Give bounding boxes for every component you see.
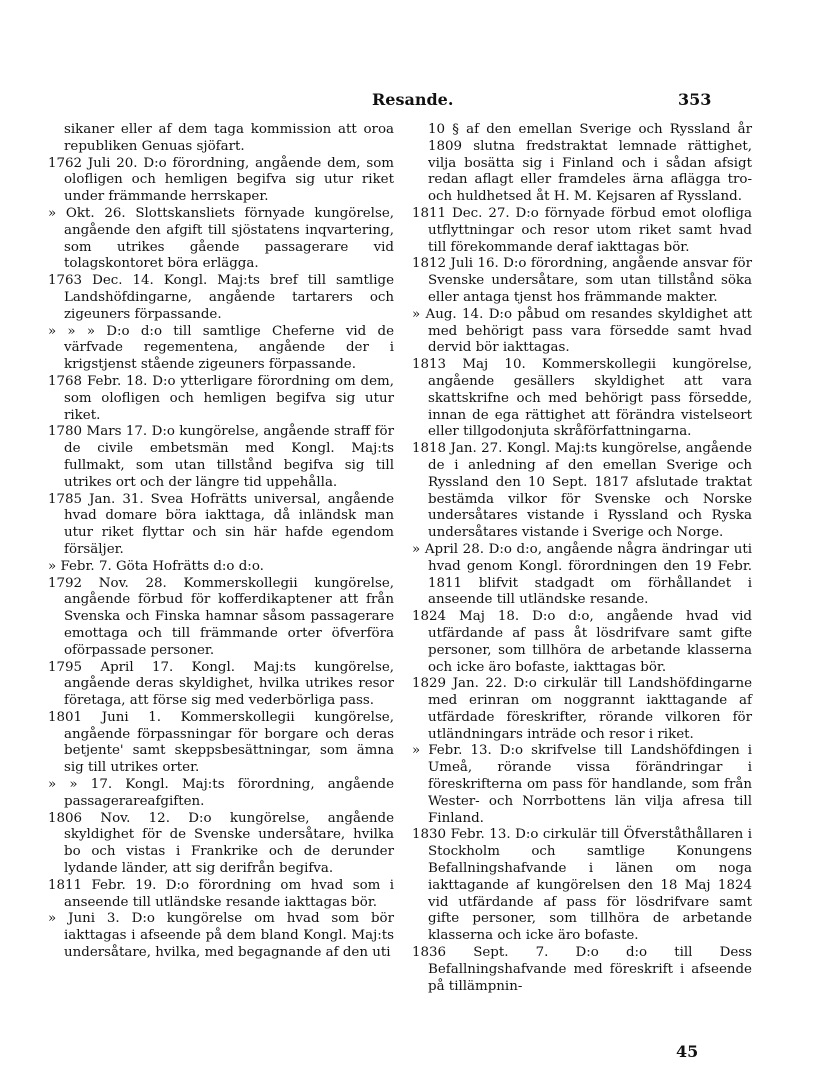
entry-paragraph: 1830 Febr. 13. D:o cirkulär till Öfverståthållaren i Stockholm och samtlige Konungens Befallningshafvande i länen om noga iakttagande af kungörelsen den 18 Maj 1824 vid utfärdande af pass för lösdrifvare samt gifte personer, som tillhöra de arbetande klasserna och icke äro bofaste. bbox=[412, 827, 752, 944]
entry-paragraph: 1811 Febr. 19. D:o förordning om hvad som i anseende till utländske resande iakttagas bör. bbox=[48, 877, 394, 910]
entry-paragraph: 1763 Dec. 14. Kongl. Maj:ts bref till samtlige Landshöfdingarne, angående tartarers och zigeuners förpassande. bbox=[48, 273, 394, 322]
entry-paragraph: 1829 Jan. 22. D:o cirkulär till Landshöfdingarne med erinran om noggrannt iakttagande af utfärdade föreskrifter, rörande vilkoren för utländningars inträde och resor i riket. bbox=[412, 676, 752, 742]
entry-paragraph: 1813 Maj 10. Kommerskollegii kungörelse, angående gesällers skyldighet att vara skattskrifne och med behörigt pass försedde, innan de ega rättighet att förändra vistelseort eller tillgodonjuta skråförfattningarna. bbox=[412, 357, 752, 440]
entry-paragraph: 1785 Jan. 31. Svea Hofrätts universal, angående hvad domare böra iakttaga, då inländsk man utur riket flyttar och sin här hafde egendom försäljer. bbox=[48, 491, 394, 557]
entry-paragraph: 10 § af den emellan Sverige och Ryssland år 1809 slutna fredstraktat lemnade rättighet, vilja bosätta sig i Finland och i sådan afsigt redan aflagt eller framdeles ärna aflägga tro- och huldhetsed åt H. M. Kejsaren af Ryssland. bbox=[428, 122, 752, 205]
entry-paragraph: 1836 Sept. 7. D:o d:o till Dess Befallningshafvande med föreskrift i afseende på tillämpnin- bbox=[412, 945, 752, 994]
page-header bbox=[0, 90, 840, 112]
signature-mark: 45 bbox=[676, 1042, 699, 1061]
entry-paragraph: 1806 Nov. 12. D:o kungörelse, angående skyldighet för de Svenske undersåtare, hvilka bo och vistas i Frankrike och de derunder lydande länder, att sig derifrån begifva. bbox=[48, 810, 394, 877]
entry-paragraph: sikaner eller af dem taga kommission att oroa republiken Genuas sjöfart. bbox=[64, 122, 394, 154]
entry-paragraph: 1801 Juni 1. Kommerskollegii kungörelse, angående förpassningar för borgare och deras betjente' samt skeppsbesättningar, som ämna sig till utrikes orter. bbox=[48, 709, 394, 776]
entry-paragraph: » » » D:o d:o till samtlige Cheferne vid de värfvade regementena, angående der i krigstjenst stående zigeuners förpassande. bbox=[48, 323, 394, 373]
entry-paragraph: » April 28. D:o d:o, angående några ändringar uti hvad genom Kongl. förordningen den 19 Febr. 1811 blifvit stadgadt om förhållandet i anseende till utländske resande. bbox=[412, 541, 752, 608]
entry-paragraph: 1795 April 17. Kongl. Maj:ts kungörelse, angående deras skyldighet, hvilka utrikes resor företaga, att förse sig med vederbörliga pass. bbox=[48, 659, 394, 709]
left-column bbox=[48, 122, 394, 962]
entry-paragraph: » Juni 3. D:o kungörelse om hvad som bör iakttagas i afseende på dem bland Kongl. Maj:ts undersåtare, hvilka, med begagnande af den uti bbox=[48, 911, 394, 961]
entry-paragraph: 1780 Mars 17. D:o kungörelse, angående straff för de civile embetsmän med Kongl. Maj:ts fullmakt, som utan tillstånd begifva sig till utrikes ort och der längre tid uppehålla. bbox=[48, 424, 394, 490]
entry-paragraph: 1811 Dec. 27. D:o förnyade förbud emot olofliga utflyttningar och resor utom riket samt hvad till förekommande deraf iakttagas bör. bbox=[412, 205, 752, 255]
entry-paragraph: 1762 Juli 20. D:o förordning, angående dem, som olofligen och hemligen begifva sig utur riket under främmande herrskaper. bbox=[48, 155, 394, 205]
entry-paragraph: » Okt. 26. Slottskansliets förnyade kungörelse, angående den afgift till sjöstatens inqvartering, som utrikes gående passagerare vid tolagskontoret böra erlägga. bbox=[48, 205, 394, 272]
entry-paragraph: 1792 Nov. 28. Kommerskollegii kungörelse, angående förbud för kofferdikaptener att från Svenska och Finska hamnar såsom passagerare emottaga och till främmande orter öfverföra oförpassade personer. bbox=[48, 575, 394, 658]
entry-paragraph: » Febr. 7. Göta Hofrätts d:o d:o. bbox=[48, 558, 264, 574]
entry-paragraph: 1812 Juli 16. D:o förordning, angående ansvar för Svenske undersåtare, som utan tillstånd söka eller antaga tjenst hos främmande makter. bbox=[412, 256, 752, 305]
right-column bbox=[412, 122, 752, 995]
entry-paragraph: » Febr. 13. D:o skrifvelse till Landshöfdingen i Umeå, rörande vissa förändringar i föreskrifterna om pass för handlande, som från Wester- och Norrbottens län vilja afresa till Finland. bbox=[412, 743, 752, 826]
running-title: Resande. bbox=[372, 90, 454, 109]
entry-paragraph: » Aug. 14. D:o påbud om resandes skyldighet att med behörigt pass vara försedde samt hvad dervid bör iakttagas. bbox=[412, 306, 752, 356]
entry-paragraph: 1818 Jan. 27. Kongl. Maj:ts kungörelse, angående de i anledning af den emellan Sverige och Ryssland den 10 Sept. 1817 afslutade traktat bestämda vilkor för Svenske och Norske undersåtares vistande i Ryssland och Ryska undersåtares vistande i Sverige och Norge. bbox=[412, 441, 752, 541]
entry-paragraph: » » 17. Kongl. Maj:ts förordning, angående passagerareafgiften. bbox=[48, 777, 394, 809]
entry-paragraph: 1824 Maj 18. D:o d:o, angående hvad vid utfärdande af pass åt lösdrifvare samt gifte personer, som tillhöra de arbetande klasserna och icke äro bofaste, iakttagas bör. bbox=[412, 609, 752, 675]
entry-paragraph: 1768 Febr. 18. D:o ytterligare förordning om dem, som olofligen och hemligen begifva sig utur riket. bbox=[48, 373, 394, 423]
page-number: 353 bbox=[678, 90, 712, 109]
